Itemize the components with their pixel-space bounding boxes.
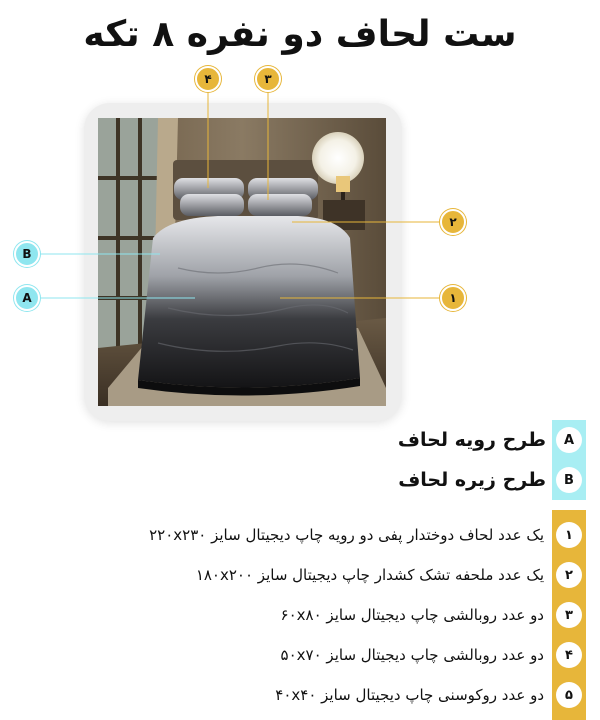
item-text: دو عدد روکوسنی چاپ دیجیتال سایز ۴۰x۴۰ — [275, 686, 544, 704]
legend-badge-a: A — [556, 427, 582, 453]
page-title: ست لحاف دو نفره ۸ تکه — [83, 14, 517, 55]
item-badge: ۴ — [556, 642, 582, 668]
callout-a: A — [14, 285, 40, 311]
item-text: یک عدد لحاف دوختدار پفی دو رویه چاپ دیجیتال سایز ۲۲۰x۲۳۰ — [149, 526, 544, 544]
bedroom-photo — [98, 118, 386, 406]
list-item — [26, 556, 586, 594]
list-item — [26, 516, 586, 554]
legend-row-b — [26, 460, 586, 500]
item-text: یک عدد ملحفه تشک کشدار چاپ دیجیتال سایز ۱۸۰x۲۰۰ — [195, 566, 544, 584]
item-badge: ۵ — [556, 682, 582, 708]
legend-text-a: طرح رویه لحاف — [397, 429, 546, 451]
list-item — [26, 596, 586, 634]
item-badge: ۳ — [556, 602, 582, 628]
bedroom-illustration — [98, 118, 386, 406]
callout-1: ۱ — [440, 285, 466, 311]
legend-ab — [26, 420, 586, 500]
legend-badge-b: B — [556, 467, 582, 493]
legend-row-a — [26, 420, 586, 460]
item-badge: ۱ — [556, 522, 582, 548]
item-badge: ۲ — [556, 562, 582, 588]
callout-b: B — [14, 241, 40, 267]
items-list — [26, 510, 586, 720]
callout-3: ۳ — [255, 66, 281, 92]
list-item — [26, 636, 586, 674]
legend-text-b: طرح زیره لحاف — [398, 469, 546, 491]
item-text: دو عدد روبالشی چاپ دیجیتال سایز ۵۰x۷۰ — [280, 646, 544, 664]
item-text: دو عدد روبالشی چاپ دیجیتال سایز ۶۰x۸۰ — [280, 606, 544, 624]
callout-2: ۲ — [440, 209, 466, 235]
list-item — [26, 676, 586, 714]
callout-4: ۴ — [195, 66, 221, 92]
